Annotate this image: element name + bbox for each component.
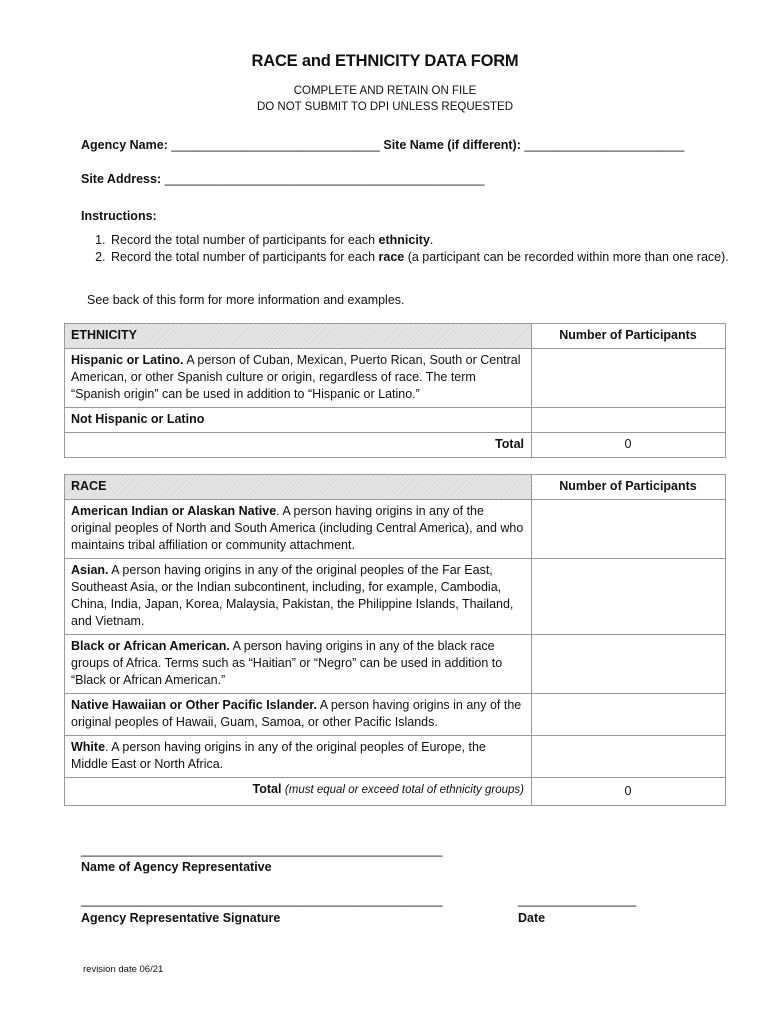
table-row	[65, 635, 726, 694]
table-row	[65, 694, 726, 736]
rep-signature-label: Agency Representative Signature	[81, 911, 281, 925]
table-row	[65, 349, 726, 408]
count-header: Number of Participants	[532, 475, 726, 500]
site-address-label: Site Address:	[81, 172, 162, 186]
date-line[interactable]: _________________	[518, 893, 637, 907]
description: . A person having origins in any of the original peoples of Europe, the Middle East or North Africa.	[71, 740, 486, 771]
ethnicity-table	[64, 323, 726, 458]
agency-site-row	[81, 138, 684, 152]
description: A person of Cuban, Mexican, Puerto Rican, South or Central American, or other Spanish culture or origin, regardless of race. The term “Spanish origin” can be used in addition to “Hispanic or Latino.”	[71, 353, 521, 401]
site-name-label: Site Name (if different):	[383, 138, 521, 152]
term: Asian.	[71, 563, 109, 577]
agency-name-field[interactable]: ______________________________	[171, 138, 380, 152]
description: A person having origins in any of the black race groups of Africa. Terms such as “Haitian” or “Negro” can be used in addition to “Black or African American.”	[71, 639, 503, 687]
total-note: (must equal or exceed total of ethnicity groups)	[284, 784, 524, 796]
count-input[interactable]	[532, 408, 726, 433]
table-row	[65, 408, 726, 433]
site-address-field[interactable]: ______________________________________________	[164, 172, 485, 186]
agency-name-label: Agency Name:	[81, 138, 168, 152]
term: Hispanic or Latino.	[71, 353, 184, 367]
ethnicity-header: ETHNICITY	[65, 324, 532, 349]
table-row	[65, 736, 726, 778]
total-label: Total	[65, 433, 532, 458]
table-row	[65, 500, 726, 559]
term: Not Hispanic or Latino	[71, 412, 205, 426]
count-input[interactable]	[532, 736, 726, 778]
term: Black or African American.	[71, 639, 230, 653]
term: White	[71, 740, 106, 754]
rep-name-label: Name of Agency Representative	[81, 860, 272, 874]
revision-date: revision date 06/21	[83, 964, 164, 975]
see-back-note: See back of this form for more information and examples.	[87, 293, 405, 307]
race-table	[64, 474, 726, 806]
description: . A person having origins in any of the original peoples of North and South America (including Central America), and who maintains tribal affiliation or community attachment.	[71, 504, 524, 552]
description: A person having origins in any of the original peoples of Hawaii, Guam, Samoa, or other Pacific Islands.	[71, 698, 522, 729]
count-input[interactable]	[532, 349, 726, 408]
count-input[interactable]	[532, 559, 726, 635]
count-header: Number of Participants	[532, 324, 726, 349]
table-header-row	[65, 324, 726, 349]
instructions-label: Instructions:	[81, 209, 157, 223]
date-label: Date	[518, 911, 546, 925]
total-row	[65, 778, 726, 806]
table-row	[65, 559, 726, 635]
total-label: Total	[252, 782, 282, 796]
table-header-row	[65, 475, 726, 500]
term: American Indian or Alaskan Native	[71, 504, 277, 518]
site-address-row	[81, 172, 484, 186]
total-row	[65, 433, 726, 458]
subtitle-do-not-submit: DO NOT SUBMIT TO DPI UNLESS REQUESTED	[256, 101, 514, 113]
subtitle-retain: COMPLETE AND RETAIN ON FILE	[293, 85, 477, 97]
instruction-item: 1. Record the total number of participants for each ethnicity.	[109, 232, 729, 249]
race-total: 0	[532, 778, 726, 806]
form-title: RACE and ETHNICITY DATA FORM	[251, 52, 519, 70]
race-header: RACE	[65, 475, 532, 500]
term: Native Hawaiian or Other Pacific Islander.	[71, 698, 317, 712]
signature-line[interactable]: ____________________________________________________	[81, 893, 443, 907]
ethnicity-total: 0	[532, 433, 726, 458]
count-input[interactable]	[532, 694, 726, 736]
instructions-list	[81, 232, 729, 266]
rep-name-line[interactable]: ____________________________________________________	[81, 843, 443, 857]
count-input[interactable]	[532, 500, 726, 559]
count-input[interactable]	[532, 635, 726, 694]
instruction-item: 2. Record the total number of participants for each race (a participant can be recorded within more than one race).	[109, 249, 729, 266]
description: A person having origins in any of the original peoples of the Far East, Southeast Asia, or the Indian subcontinent, including, for example, Cambodia, China, India, Japan, Korea, Malaysia, Pakistan, the Philippine Islands, Thailand, and Vietnam.	[71, 563, 514, 628]
site-name-field[interactable]: _______________________	[524, 138, 685, 152]
